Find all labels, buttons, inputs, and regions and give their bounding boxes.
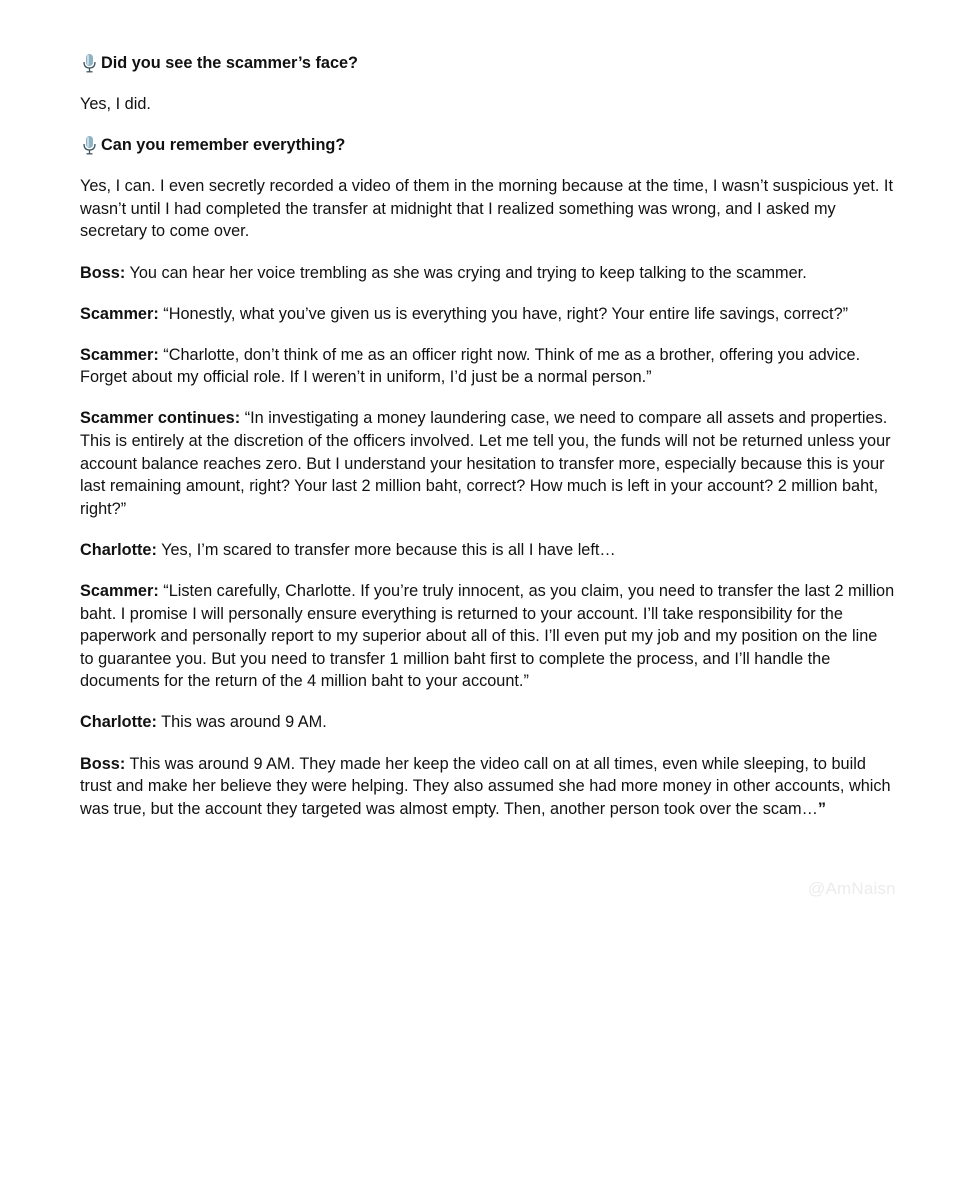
dialogue-paragraph: [80, 344, 895, 389]
watermark: @AmNaisn: [808, 879, 896, 898]
speaker-label: Scammer:: [80, 582, 159, 600]
speaker-label: Charlotte:: [80, 540, 157, 559]
answer-paragraph: [80, 175, 895, 243]
closing-quote: ”: [817, 799, 827, 818]
dialogue-text: This was around 9 AM.: [161, 713, 327, 732]
dialogue-paragraph: [80, 539, 895, 562]
microphone-icon: [80, 134, 100, 156]
paragraph-text: Yes, I can. I even secretly recorded a video of them in the morning because at the time, I wasn’t suspicious yet. It wasn’t until I had completed the transfer at midnight that I realized something was wrong, and I asked my secretary to come over.: [80, 177, 893, 241]
speaker-label: Scammer:: [80, 345, 159, 364]
dialogue-paragraph: [80, 580, 895, 693]
question-heading: [80, 134, 895, 157]
speaker-label: Charlotte:: [80, 713, 157, 732]
speaker-label: Scammer continues:: [80, 409, 241, 428]
dialogue-text: “In investigating a money laundering case, we need to compare all assets and properties. This is entirely at the discretion of the officers involved. Let me tell you, the funds will not be returned unless your account balance reaches zero. But I understand your hesitation to transfer more, especially because this is your last remaining amount, right? Your last 2 million baht, correct? How much is left in your account? 2 million baht, right?”: [80, 409, 891, 518]
dialogue-text: “Charlotte, don’t think of me as an officer right now. Think of me as a brother, offering you advice. Forget about my official role. If I weren’t in uniform, I’d just be a normal person.”: [80, 345, 861, 387]
answer-paragraph: [80, 93, 895, 116]
question-text: Did you see the scammer’s face?: [101, 54, 358, 72]
dialogue-paragraph: [80, 262, 895, 285]
dialogue-paragraph: [80, 303, 895, 326]
speaker-label: Scammer:: [80, 304, 159, 323]
dialogue-text: Yes, I’m scared to transfer more because this is all I have left…: [161, 540, 616, 559]
question-heading: [80, 52, 895, 75]
dialogue-text: “Honestly, what you’ve given us is everything you have, right? Your entire life savings, correct?”: [163, 304, 849, 323]
dialogue-text: You can hear her voice trembling as she was crying and trying to keep talking to the scammer.: [129, 263, 807, 282]
dialogue-text: This was around 9 AM. They made her keep the video call on at all times, even while sleeping, to build trust and make her believe they were helping. They also assumed she had more money in other accounts, which was true, but the account they targeted was almost empty. Then, another person took over the scam…: [80, 754, 891, 818]
microphone-icon: [80, 52, 100, 74]
dialogue-paragraph: [80, 753, 895, 821]
paragraph-text: Yes, I did.: [80, 95, 151, 114]
question-text: Can you remember everything?: [101, 136, 346, 155]
dialogue-paragraph: [80, 407, 895, 520]
dialogue-text: “Listen carefully, Charlotte. If you’re truly innocent, as you claim, you need to transfer the last 2 million baht. I promise I will personally ensure everything is returned to your account. I’ll take responsibility for the paperwork and personally report to my superior about all of this. I’ll even put my job and my position on the line to guarantee you. But you need to transfer 1 million baht first to complete the process, and I’ll handle the documents for the return of the 4 million baht to your account.”: [80, 582, 895, 691]
dialogue-paragraph: [80, 711, 895, 734]
document-body: [80, 52, 895, 839]
speaker-label: Boss:: [80, 263, 126, 282]
speaker-label: Boss:: [80, 754, 126, 773]
